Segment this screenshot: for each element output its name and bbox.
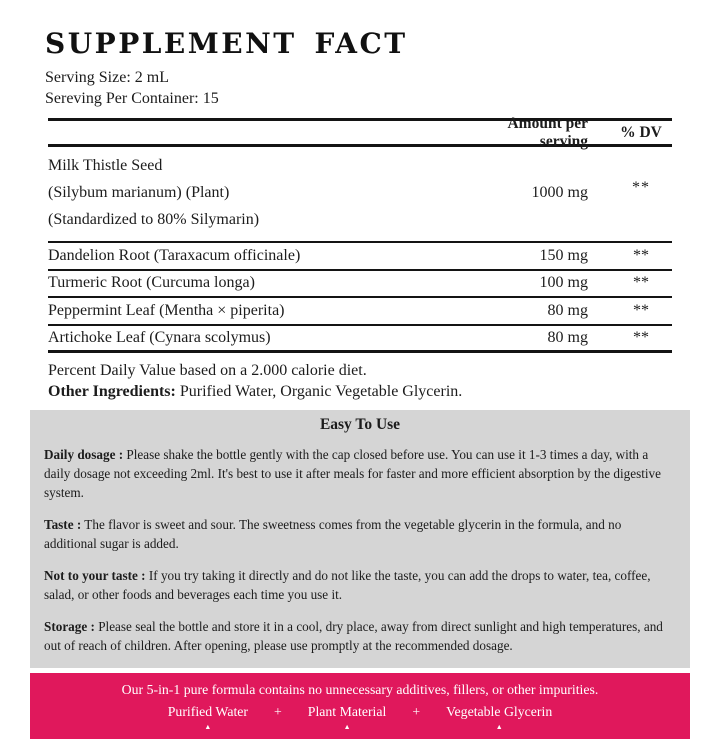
ingredient-dv: **: [633, 274, 649, 292]
formula-footer-bar: [30, 673, 690, 739]
formula-headline: Our 5-in-1 pure formula contains no unnecessary additives, fillers, or other impurities.: [121, 682, 599, 697]
other-ingredients: [48, 383, 672, 401]
taste-label: Taste :: [44, 517, 82, 532]
table-row-peppermint: [48, 298, 672, 326]
supplement-facts-table: [48, 114, 672, 353]
storage-paragraph: [44, 617, 676, 655]
table-row-milk-thistle: [48, 147, 672, 243]
ingredient-amount: 100 mg: [539, 274, 588, 292]
daily-dosage-paragraph: [44, 445, 676, 502]
table-row-dandelion: [48, 243, 672, 271]
ingredient-name: Turmeric Root (Curcuma longa): [48, 274, 255, 292]
table-row-turmeric: [48, 271, 672, 299]
component-vegetable-glycerin: [446, 703, 552, 731]
ingredient-amount: 150 mg: [539, 246, 588, 264]
storage-label: Storage :: [44, 619, 95, 634]
easy-to-use-panel: [30, 410, 690, 668]
header-amount-per-serving: Amount per serving: [507, 114, 588, 150]
ingredient-name-line: (Silybum marianum) (Plant): [48, 184, 230, 201]
triangle-up-icon: ▲: [343, 723, 351, 731]
ingredient-name: Artichoke Leaf (Cynara scolymus): [48, 328, 271, 346]
table-row-artichoke: [48, 326, 672, 354]
daily-value-footnote: Percent Daily Value based on a 2.000 calorie diet.: [48, 362, 367, 379]
plus-separator: +: [412, 704, 421, 719]
ingredient-amount: 1000 mg: [531, 183, 588, 201]
title-word-fact: FACT: [314, 27, 408, 60]
storage-text: Please seal the bottle and store it in a cool, dry place, away from direct sunlight and high temperatures, and out of reach of children. After opening, please use promptly at the recommended dosage.: [44, 619, 663, 653]
ingredient-name: Dandelion Root (Taraxacum officinale): [48, 246, 301, 264]
serving-size-text: Serving Size: 2 mL: [45, 69, 169, 86]
ingredient-dv: **: [633, 328, 649, 346]
other-ingredients-value: Purified Water, Organic Vegetable Glycerin.: [175, 383, 463, 400]
ingredient-name-line: (Standardized to 80% Silymarin): [48, 211, 260, 228]
table-header-row: [48, 114, 672, 150]
ingredient-dv: **: [632, 178, 650, 196]
ingredient-amount: 80 mg: [547, 301, 588, 319]
ingredient-dv: **: [633, 246, 649, 264]
component-label: Vegetable Glycerin: [446, 704, 553, 719]
plus-separator: +: [274, 704, 282, 719]
other-ingredients-label: Other Ingredients:: [48, 383, 176, 400]
component-plant-material: [308, 703, 387, 731]
triangle-up-icon: ▲: [204, 723, 212, 731]
component-purified-water: [168, 703, 248, 731]
easy-to-use-title: Easy To Use: [319, 416, 401, 433]
component-label: Plant Material: [307, 704, 387, 719]
serving-info: [45, 67, 720, 109]
servings-per-container-text: Sereving Per Container: 15: [45, 90, 219, 107]
ingredient-name-line: Milk Thistle Seed: [48, 157, 163, 174]
ingredient-dv: **: [633, 301, 649, 319]
ingredient-amount: 80 mg: [547, 328, 588, 346]
daily-dosage-text: Please shake the bottle gently with the cap closed before use. You can use it 1-3 times a day, with a daily dosage not exceeding 2ml. It's best to use it after meals for faster and more efficient absorption by the digestive system.: [44, 447, 661, 500]
component-label: Purified Water: [167, 704, 248, 719]
page-title: [0, 0, 720, 60]
ingredient-name: [48, 152, 460, 233]
title-word-supplement: SUPPLEMENT: [45, 27, 297, 60]
ingredient-name: Peppermint Leaf (Mentha × piperita): [48, 301, 285, 319]
formula-components: [30, 703, 690, 731]
taste-text: The flavor is sweet and sour. The sweetness comes from the vegetable glycerin in the formula, and no additional sugar is added.: [44, 517, 622, 551]
triangle-up-icon: ▲: [495, 723, 503, 731]
not-to-your-taste-label: Not to your taste :: [44, 568, 146, 583]
not-to-your-taste-text: If you try taking it directly and do not like the taste, you can add the drops to water, tea, coffee, salad, or other foods and beverages each time you use it.: [44, 568, 651, 602]
daily-dosage-label: Daily dosage :: [44, 447, 124, 462]
taste-paragraph: [44, 515, 676, 553]
header-percent-dv: % DV: [620, 123, 662, 141]
not-to-your-taste-paragraph: [44, 566, 676, 604]
